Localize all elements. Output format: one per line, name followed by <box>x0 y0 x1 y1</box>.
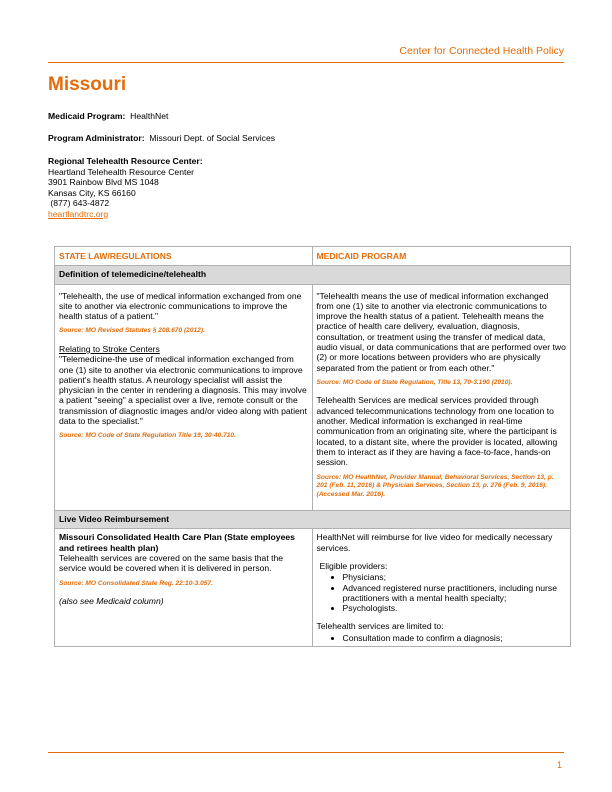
stroke-centers-text: "Telemedicine-the use of medical information exchanged from one (1) site to another via electronic communications to improve patient's health status. A neurology specialist will assist the physician in the center in rendering a diagnosis. This may involve a patient "seeing" a specialist over a live, remote consult or the transmission of diagnostic images and/or video along with patient data to the specialist." <box>59 354 307 427</box>
eligible-providers-list <box>317 572 567 613</box>
state-plan-heading: Missouri Consolidated Health Care Plan (State employees and retirees health plan) <box>59 532 295 553</box>
column-header-state-law: STATE LAW/REGULATIONS <box>55 247 313 266</box>
services-limited-list <box>317 633 567 643</box>
definition-medicaid-text: "Telehealth means the use of medical information exchanged from one (1) site to another via electronic communications to improve the health status of a patient. Telehealth means the practice of health care delivery, evaluation, diagnosis, consultation, or treatment using the transfer of medical data, audio visual, or data communications that are performed over two (2) or more locations between providers who are physically separated from the patient or from each other." <box>316 290 566 373</box>
section-header-live-video: Live Video Reimbursement <box>55 511 571 529</box>
trc-label: Regional Telehealth Resource Center: <box>48 156 203 166</box>
list-item: • Physicians; <box>343 572 567 582</box>
definition-state-source: Source: MO Revised Statutes § 208.670 (2012). <box>59 327 205 335</box>
program-administrator-value: Missouri Dept. of Social Services <box>149 133 276 143</box>
medicaid-program-line <box>48 111 168 122</box>
definition-state-law-cell <box>55 284 313 510</box>
live-video-medicaid-cell <box>312 529 571 647</box>
definition-medicaid-source: Source: MO Code of State Regulation, Title 13, 70-3.190 (2010). <box>316 378 513 386</box>
telehealth-services-source: Source: MO HealthNet, Provider Manual, Behavioral Services, Section 13, p. 201 (Feb. 11, 2016) & Physician Services, Section 13, p. 276 (Feb. 9, 2016). (Accessed Mar. 2016). <box>316 473 554 498</box>
trc-address-line1: 3901 Rainbow Blvd MS 1048 <box>48 177 159 187</box>
trc-phone: (877) 643-4872 <box>50 198 110 208</box>
state-plan-text: Telehealth services are covered on the same basis that the service would be covered when it is delivered in person. <box>59 552 284 574</box>
definition-state-text: "Telehealth, the use of medical information exchanged from one site to another via electronic communications to improve the health status of a patient." <box>59 290 302 322</box>
telehealth-services-text: Telehealth Services are medical services provided through advanced telecommunications technology from one location to another. Medical information is exchanged in real-time communication from an originating site, where the participant is located, to a distant site, where the provider is located, allowing them to interact as if they are having a face-to-face, hands-on session. <box>316 395 558 468</box>
trc-name: Heartland Telehealth Resource Center <box>48 166 195 177</box>
policy-table <box>54 246 571 647</box>
page-number: 1 <box>556 760 562 770</box>
section-header-definition: Definition of telemedicine/telehealth <box>55 266 571 284</box>
stroke-centers-subheading: Relating to Stroke Centers <box>59 343 160 354</box>
list-item: • Psychologists. <box>343 603 567 613</box>
page-title: Missouri <box>48 74 127 95</box>
state-plan-source: Source: MO Consolidated State Reg. 22:10-3.057. <box>59 579 213 587</box>
eligible-providers-label: Eligible providers: <box>319 560 388 571</box>
trc-address-line2: Kansas City, KS 66160 <box>48 187 136 198</box>
header-organization: Center for Connected Health Policy <box>399 45 564 57</box>
live-video-state-law-cell <box>55 529 313 647</box>
list-item: • Advanced registered nurse practitioners, including nurse practitioners with a mental health specialty; <box>343 583 567 604</box>
definition-medicaid-cell <box>312 284 571 510</box>
trc-website-link[interactable]: heartlandtrc.org <box>48 208 109 219</box>
live-video-reimbursement-text: HealthNet will reimburse for live video for medically necessary services. <box>316 532 553 553</box>
telehealth-resource-center <box>48 156 203 219</box>
services-limited-label: Telehealth services are limited to: <box>316 621 444 632</box>
program-administrator-line <box>48 133 275 144</box>
header-divider <box>48 62 564 63</box>
list-item: • Consultation made to confirm a diagnosis; <box>343 633 567 643</box>
medicaid-program-label: Medicaid Program: <box>48 111 126 121</box>
program-administrator-label: Program Administrator: <box>48 133 145 143</box>
column-header-medicaid: MEDICAID PROGRAM <box>312 247 571 266</box>
medicaid-program-value: HealthNet <box>130 111 169 121</box>
see-medicaid-note: (also see Medicaid column) <box>59 596 164 607</box>
footer-divider <box>48 752 564 753</box>
stroke-centers-source: Source: MO Code of State Regulation Title 19, 30-40.710. <box>59 432 236 440</box>
